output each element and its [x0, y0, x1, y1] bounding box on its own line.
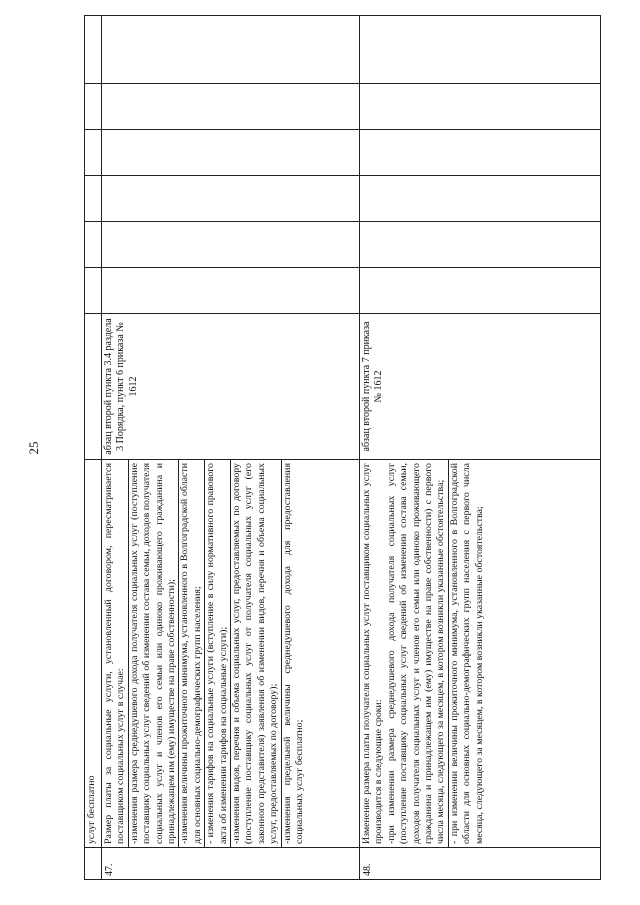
requirement-segment: Размер платы за социальные услуги, установленный договором, пересматривается поставщиком социальных услуг в случае:	[103, 463, 127, 844]
cell-empty	[102, 130, 360, 176]
requirement-segment: -изменения предельной величины среднедушевого дохода для предоставления социальных услуг бесплатно;	[281, 460, 307, 847]
legal-reference: абзац второй пункта 7 приказа № 1612	[360, 314, 601, 460]
cell-empty	[360, 222, 601, 268]
requirement-segment: -изменения видов, перечня и объема социальных услуг, предоставляемых по договору (поступление поставщику социальных услуг от получателя социальных услуг (его законного представителя) заявления об изменении видов, перечня и объема социальных услуг, предоставляемых по договору);	[230, 460, 281, 847]
legal-reference: абзац второй пункта 3.4 раздела 3 Порядка, пункт 6 приказа № 1612	[102, 314, 360, 460]
cell-empty	[85, 268, 102, 314]
page-number: 25	[26, 441, 41, 455]
cell-empty	[102, 16, 360, 84]
cell-empty	[102, 268, 360, 314]
requirement-segment: - при изменении величины прожиточного минимума, установленного в Волгоградской области для основных социально-демографических групп населения с первого числа месяца, следующего за месяцем, в котором возникли указанные обстоятельства;	[448, 460, 486, 847]
cell-empty	[85, 16, 102, 84]
requirement-segment: -изменения размера среднедушевого дохода получателя социальных услуг (поступление поставщику социальных услуг сведений об изменении состава семьи, доходов получателя социальных услуг и членов его семьи или одиноко проживающего гражданина и принадлежащем им (ему) имуществе на праве собственности);	[128, 460, 179, 847]
cell-empty	[85, 848, 102, 880]
cell-empty	[360, 84, 601, 130]
cell-continuation-text: услуг бесплатно	[85, 460, 102, 848]
table-row-continuation	[85, 16, 102, 880]
cell-empty	[360, 130, 601, 176]
requirement-segment: Изменение размера платы получателя социальных услуг поставщиком социальных услуг производится в следующие сроки: -при изменении размера среднедушевого дохода получателя социальных услуг (поступление поставщику социальных услуг сведений об изменении состава семьи, доходов получателя социальных услуг и членов его семьи или одиноко проживающего гражданина и принадлежащем им (ему) имуществе на праве собственности) с первого числа месяца, следующего за месяцем, в котором возникли указанные обстоятельства;	[361, 463, 447, 844]
row-number: 48.	[360, 848, 601, 880]
cell-empty	[85, 314, 102, 460]
cell-empty	[102, 84, 360, 130]
cell-empty	[85, 176, 102, 222]
cell-empty	[85, 130, 102, 176]
rotated-table-container	[84, 16, 601, 880]
cell-empty	[360, 176, 601, 222]
requirement-segment: - изменения тарифов на социальные услуги (вступление в силу нормативного правового акта об изменении тарифов на социальные услуги);	[204, 460, 230, 847]
row-number: 47.	[102, 848, 360, 880]
requirement-segment: -изменения величины прожиточного минимума, установленного в Волгоградской области для основных социально-демографических групп населения;	[178, 460, 204, 847]
cell-empty	[360, 268, 601, 314]
requirement-text	[102, 460, 360, 848]
table-row-48	[360, 16, 601, 880]
requirements-table	[84, 15, 601, 880]
cell-empty	[85, 222, 102, 268]
cell-empty	[360, 16, 601, 84]
requirement-text	[360, 460, 601, 848]
cell-empty	[102, 176, 360, 222]
cell-empty	[85, 84, 102, 130]
table-row-47	[102, 16, 360, 880]
cell-empty	[102, 222, 360, 268]
